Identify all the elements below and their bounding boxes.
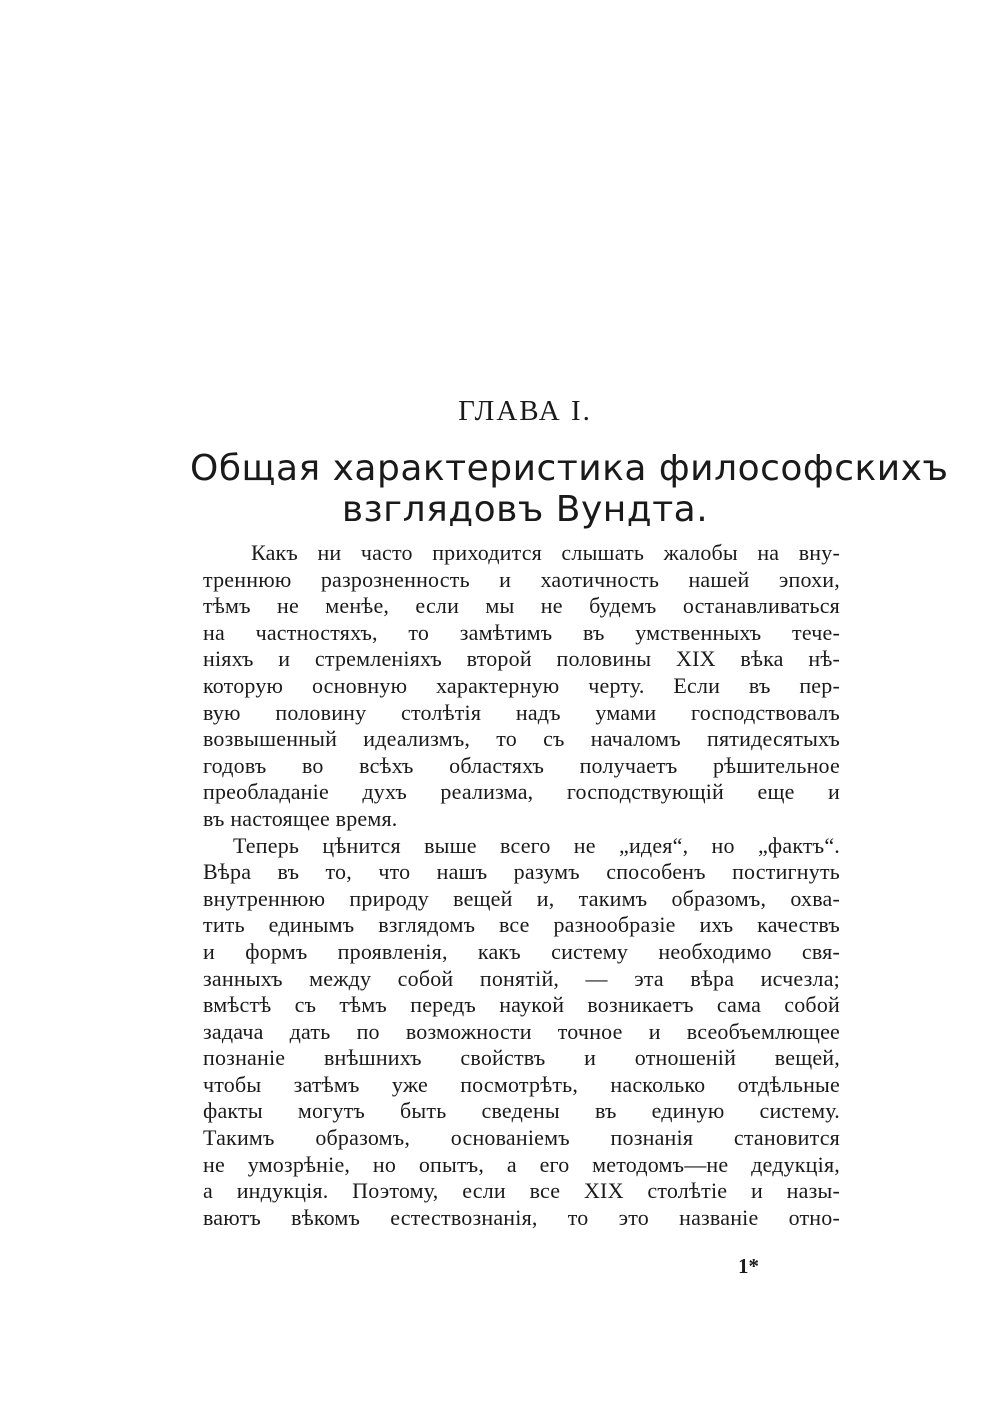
text-line: тѣмъ не менѣе, если мы не будемъ останавливаться (203, 593, 840, 619)
text-line: преобладаніе духъ реализма, господствующій еще и (203, 779, 840, 805)
chapter-heading: ГЛАВА I. (458, 395, 592, 427)
text-line: чтобы затѣмъ уже посмотрѣть, насколько отдѣльные (203, 1071, 840, 1097)
text-line: вую половину столѣтія надъ умами господствовалъ (203, 699, 840, 725)
text-line: вмѣстѣ съ тѣмъ передъ наукой возникаетъ сама собой (203, 992, 840, 1018)
text-line: не умозрѣніе, но опытъ, а его методомъ—не дедукція, (203, 1151, 840, 1177)
text-line: на частностяхъ, то замѣтимъ въ умственныхъ тече- (203, 619, 840, 645)
paragraph-2 (203, 833, 840, 1232)
text-line: ваютъ вѣкомъ естествознанія, то это названіе отно- (203, 1204, 840, 1230)
text-line: задача дать по возможности точное и всеобъемлющее (203, 1018, 840, 1044)
chapter-title-line: взглядовъ Вундта. (341, 489, 709, 530)
text-line: внутреннюю природу вещей и, такимъ образомъ, охва- (203, 885, 840, 911)
text-line: которую основную характерную черту. Если въ пер- (203, 672, 840, 698)
text-line: познаніе внѣшнихъ свойствъ и отношеній вещей, (203, 1045, 840, 1071)
chapter-title-line: Общая характеристика философскихъ (190, 448, 949, 489)
text-line: годовъ во всѣхъ областяхъ получаетъ рѣшительное (203, 752, 840, 778)
text-line: тить единымъ взглядомъ все разнообразіе ихъ качествъ (203, 912, 840, 938)
text-line: а индукція. Поэтому, если все XIX столѣтіе и назы- (203, 1178, 840, 1204)
text-line: треннюю разрозненность и хаотичность нашей эпохи, (203, 566, 840, 592)
text-line: ніяхъ и стремленіяхъ второй половины XIX вѣка нѣ- (203, 646, 840, 672)
text-line: Теперь цѣнится выше всего не „идея“, но „фактъ“. (233, 832, 840, 858)
chapter-title (190, 448, 949, 530)
text-line: и формъ проявленія, какъ систему необходимо свя- (203, 938, 840, 964)
text-line: занныхъ между собой понятій, — эта вѣра исчезла; (203, 965, 840, 991)
text-line: факты могутъ быть сведены въ единую систему. (203, 1098, 840, 1124)
signature-mark: 1* (738, 1254, 759, 1278)
paragraph-1 (203, 540, 840, 833)
text-line: Такимъ образомъ, основаніемъ познанія становится (203, 1125, 840, 1151)
body-text (203, 540, 840, 1231)
text-line: Какъ ни часто приходится слышать жалобы на вну- (251, 540, 840, 565)
text-line: возвышенный идеализмъ, то съ началомъ пятидесятыхъ (203, 726, 840, 752)
text-line: въ настоящее время. (203, 805, 398, 831)
text-line: Вѣра въ то, что нашъ разумъ способенъ постигнуть (203, 859, 840, 885)
